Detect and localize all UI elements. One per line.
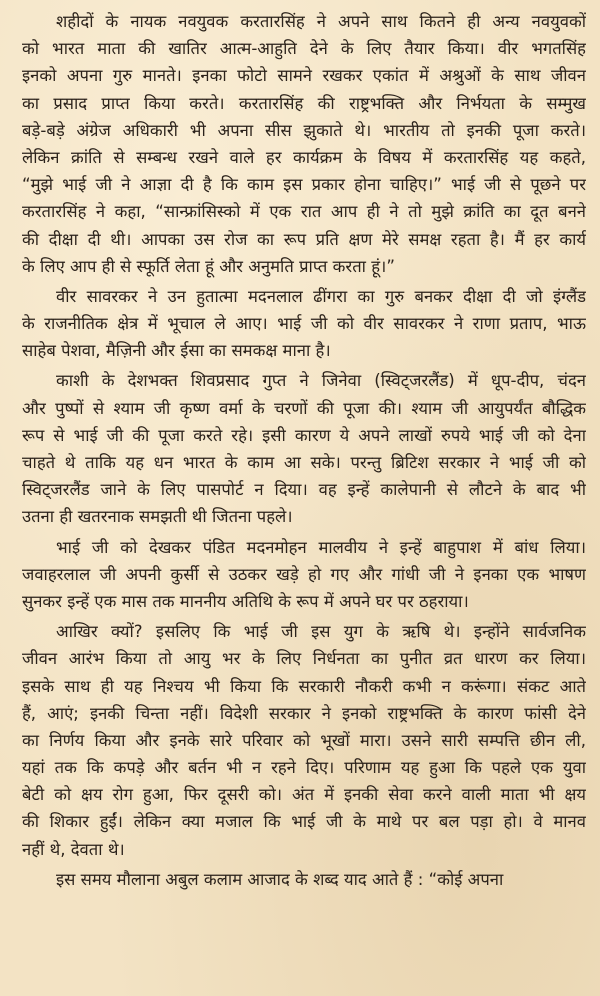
text-line: लेकिन क्रांति से सम्बन्ध रखने वाले हर कार्यक्रम के विषय में करतारसिंह यह कहते, (22, 147, 586, 167)
text-line: बड़े-बड़े अंग्रेज अधिकारी भी अपना सीस झुकाते थे। भारतीय तो इनकी पूजा करते। (22, 120, 586, 140)
text-line: जीवन आरंभ किया तो आयु भर के लिए निर्धनता का पुनीत व्रत धारण कर लिया। (22, 649, 586, 669)
text-line: के लिए आप ही से स्फूर्ति लेता हूं और अनुमति प्राप्त करता हूं।” (22, 256, 395, 276)
text-line: की दीक्षा दी थी। आपका उस रोज का रूप प्रति क्षण मेरे समक्ष रहता है। मैं हर कार्य (22, 229, 586, 249)
text-line: और पुष्पों से श्याम जी कृष्ण वर्मा के चरणों की पूजा की। श्याम जी आयुपर्यंत बौद्धिक (22, 398, 586, 418)
text-line: की शिकार हुईं। लेकिन क्या मजाल कि भाई जी के माथे पर बल पड़ा हो। वे मानव (22, 812, 586, 832)
paragraph-rishi (22, 618, 586, 863)
text-line: शहीदों के नायक नवयुवक करतारसिंह ने अपने साथ कितने ही अन्य नवयुवकों (56, 12, 586, 31)
text-line: आखिर क्यों? इसलिए कि भाई जी इस युग के ऋषि थे। इन्होंने सार्वजनिक (56, 622, 586, 642)
text-line: इसके साथ ही यह निश्चय भी किया कि सरकारी नौकरी कभी न करूंगा। संकट आते (22, 676, 586, 696)
text-line: भाई जी को देखकर पंडित मदनमोहन मालवीय ने इन्हें बाहुपाश में बांध लिया। (56, 537, 586, 557)
text-line: वीर सावरकर ने उन हुतात्मा मदनलाल ढींगरा का गुरु बनकर दीक्षा दी जो इंग्लैंड (56, 286, 586, 306)
paragraph-maulana-azad (22, 866, 586, 893)
text-line: इनको अपना गुरु मानते। इनका फोटो सामने रखकर एकांत में अश्रुओं के साथ जीवन (22, 66, 586, 86)
text-line: करतारसिंह ने कहा, “सान्फ्रांसिस्को में एक रात आप ही ने तो मुझे क्रांति का दूत बनने (22, 202, 586, 222)
text-line: के राजनीतिक क्षेत्र में भूचाल ले आए। भाई जी को वीर सावरकर ने राणा प्रताप, भाऊ (22, 314, 586, 334)
text-line: सुनकर इन्हें एक मास तक माननीय अतिथि के रूप में अपने घर पर ठहराया। (22, 591, 469, 611)
paragraph-kartar-singh (22, 8, 586, 280)
text-line: काशी के देशभक्त शिवप्रसाद गुप्त ने जिनेवा (स्विट्जरलैंड) में धूप-दीप, चंदन (56, 371, 586, 391)
paragraph-malaviya (22, 534, 586, 616)
text-line: “मुझे भाई जी ने आज्ञा दी है कि काम इस प्रकार होना चाहिए।” भाई जी से पूछने पर (22, 175, 586, 195)
text-line: नहीं थे, देवता थे। (22, 839, 125, 859)
text-line: का प्रसाद प्राप्त किया करते। करतारसिंह की राष्ट्रभक्ति और निर्भयता के सम्मुख (22, 93, 586, 113)
paragraph-shivprasad-gupt (22, 367, 586, 530)
text-line: साहेब पेशवा, मैज़िनी और ईसा का समकक्ष माना है। (22, 341, 331, 361)
text-line: उतना ही खतरनाक समझती थी जितना पहले। (22, 507, 293, 527)
text-line: यहां तक कि कपड़े और बर्तन भी न रहने दिए। परिणाम यह हुआ कि पहले एक युवा (22, 758, 586, 778)
text-line: जवाहरलाल जी अपनी कुर्सी से उठकर खड़े हो गए और गांधी जी ने इनका एक भाषण (22, 564, 586, 584)
text-line: बेटी को क्षय रोग हुआ, फिर दूसरी को। अंत में इनकी सेवा करने वाली माता भी क्षय (22, 785, 586, 805)
text-line: का निर्णय किया और इनके सारे परिवार को भूखों मारा। उसने सारी सम्पत्ति छीन ली, (22, 730, 586, 750)
text-line: हैं, आएं; इनकी चिन्ता नहीं। विदेशी सरकार ने इनको राष्ट्रभक्ति के कारण फांसी देने (22, 703, 586, 723)
text-line: रूप से भाई जी की पूजा करते रहे। इसी कारण ये अपने लाखों रुपये भाई जी को देना (22, 425, 586, 445)
text-line: इस समय मौलाना अबुल कलाम आजाद के शब्द याद आते हैं : “कोई अपना (56, 869, 504, 889)
text-line: स्विट्जरलैंड जाने के लिए पासपोर्ट न दिया। वह इन्हें कालेपानी से लौटने के बाद भी (22, 480, 586, 500)
text-line: चाहते थे ताकि यह धन भारत के काम आ सके। परन्तु ब्रिटिश सरकार ने भाई जी को (22, 453, 586, 472)
text-line: को भारत माता की खातिर आत्म-आहुति देने के लिए तैयार किया। वीर भगतसिंह (22, 39, 586, 59)
paragraph-savarkar (22, 283, 586, 365)
